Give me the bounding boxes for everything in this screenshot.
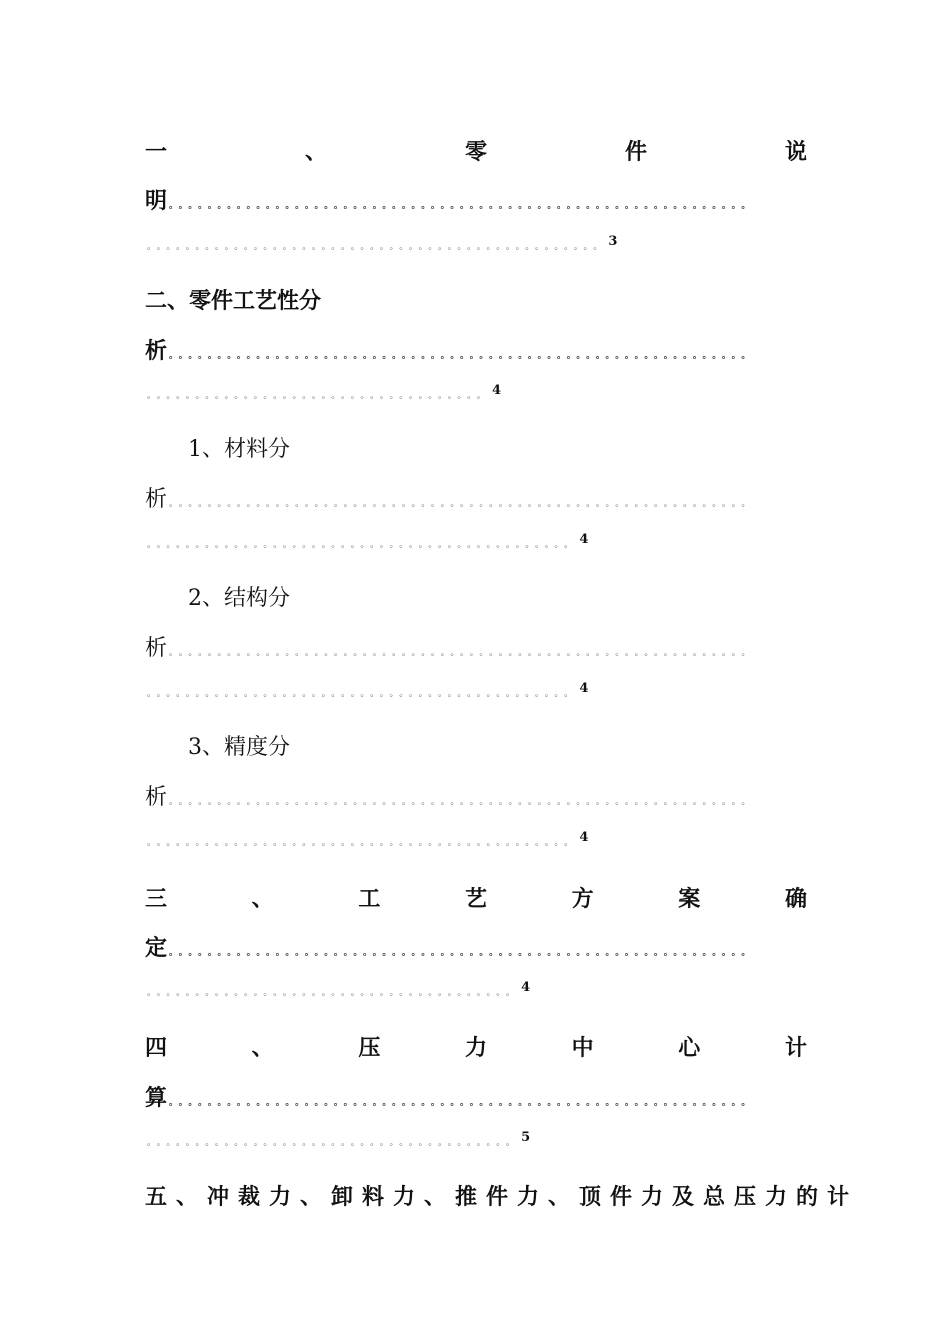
toc-leader-line — [145, 1127, 530, 1157]
toc-char: 四 — [145, 1035, 168, 1061]
toc-leader-line — [145, 783, 807, 813]
toc-subheading-2[interactable]: 2、结构分 — [188, 586, 290, 611]
toc-char: 工 — [358, 886, 381, 912]
toc-char: 确 — [784, 886, 807, 912]
leader-dots: 。。。。。。。。。。。。。。。。。。。。。。。。。。。。。。。。。。。。。。。。。。。。。。。。。。。。。。。。。。。。 — [169, 648, 756, 658]
toc-leader-line — [145, 827, 588, 857]
toc-leader-line — [145, 336, 807, 366]
leader-dots: 。。。。。。。。。。。。。。。。。。。。。。。。。。。。。。。。。。。。。。。。。。。。。。。。。。。。。。。。。。。。 — [169, 1098, 756, 1108]
toc-continuation: 算 — [145, 1085, 168, 1111]
toc-leader-line — [145, 678, 588, 708]
toc-continuation: 定 — [145, 935, 168, 961]
toc-char: 一 — [145, 139, 168, 165]
toc-continuation: 析 — [145, 785, 168, 810]
toc-char: 计 — [784, 1035, 807, 1061]
toc-leader-line — [145, 485, 807, 515]
page-number: 4 — [492, 383, 502, 398]
toc-leader-line — [145, 529, 588, 559]
toc-char: 、 — [251, 1035, 274, 1061]
toc-char: 说 — [784, 139, 807, 165]
toc-leader-line — [145, 977, 530, 1007]
toc-char: 案 — [678, 886, 701, 912]
toc-continuation: 明 — [145, 188, 168, 214]
toc-leader-line — [145, 186, 807, 216]
toc-leader-line — [145, 231, 617, 261]
leader-dots: 。。。。。。。。。。。。。。。。。。。。。。。。。。。。。。。。。。。。。。。。。。。。 — [147, 540, 579, 550]
leader-dots: 。。。。。。。。。。。。。。。。。。。。。。。。。。。。。。。。。。。。。。。。。。。。。。。。。。。。。。。。。。。。 — [169, 351, 756, 361]
toc-continuation: 析 — [145, 636, 168, 661]
toc-heading-4[interactable] — [145, 1033, 807, 1063]
toc-char: 心 — [678, 1035, 701, 1061]
toc-heading-5[interactable]: 五、冲裁力、卸料力、推件力、顶件力及总压力的计 — [145, 1184, 859, 1210]
toc-char: 压 — [358, 1035, 381, 1061]
toc-subheading-1[interactable]: 1、材料分 — [188, 437, 290, 462]
toc-char: 艺 — [464, 886, 487, 912]
toc-heading-3[interactable] — [145, 884, 807, 914]
page-number: 5 — [521, 1130, 531, 1145]
toc-heading-2[interactable]: 二、零件工艺性分 — [145, 288, 322, 314]
leader-dots: 。。。。。。。。。。。。。。。。。。。。。。。。。。。。。。。。。。。。。。。。。。。。。。。。。。。。。。。。。。。。 — [169, 201, 756, 211]
toc-char: 零 — [464, 139, 487, 165]
leader-dots: 。。。。。。。。。。。。。。。。。。。。。。。。。。。。。。。。。。。。。。。。。。。。。。。。。。。。。。。。。。。。 — [169, 499, 756, 509]
page-number: 4 — [579, 681, 589, 696]
page-number: 4 — [579, 532, 589, 547]
leader-dots: 。。。。。。。。。。。。。。。。。。。。。。。。。。。。。。。。。。。。。。。。。。。。。。。。。。。。。。。。。。。。 — [169, 948, 756, 958]
toc-continuation: 析 — [145, 487, 168, 512]
page-number: 4 — [579, 830, 589, 845]
toc-char: 方 — [571, 886, 594, 912]
toc-char: 中 — [571, 1035, 594, 1061]
toc-heading-1[interactable] — [145, 137, 807, 167]
leader-dots: 。。。。。。。。。。。。。。。。。。。。。。。。。。。。。。。。。。。。。。。。。。。。。。。。。。。。。。。。。。。。 — [169, 797, 756, 807]
toc-leader-line — [145, 634, 807, 664]
toc-continuation: 析 — [145, 338, 168, 364]
toc-char: 力 — [464, 1035, 487, 1061]
toc-char: 件 — [624, 139, 647, 165]
toc-leader-line — [145, 933, 807, 963]
toc-leader-line — [145, 1083, 807, 1113]
toc-char: 、 — [304, 139, 327, 165]
toc-char: 、 — [251, 886, 274, 912]
toc-char: 三 — [145, 886, 168, 912]
leader-dots: 。。。。。。。。。。。。。。。。。。。。。。。。。。。。。。。。。。。。。。 — [147, 988, 521, 998]
leader-dots: 。。。。。。。。。。。。。。。。。。。。。。。。。。。。。。。。。。。。。。 — [147, 1138, 521, 1148]
leader-dots: 。。。。。。。。。。。。。。。。。。。。。。。。。。。。。。。。。。。。。。。。。。。。 — [147, 689, 579, 699]
leader-dots: 。。。。。。。。。。。。。。。。。。。。。。。。。。。。。。。。。。。 — [147, 391, 492, 401]
page-number: 3 — [608, 234, 618, 249]
toc-leader-line — [145, 380, 501, 410]
leader-dots: 。。。。。。。。。。。。。。。。。。。。。。。。。。。。。。。。。。。。。。。。。。。。。。。 — [147, 242, 608, 252]
leader-dots: 。。。。。。。。。。。。。。。。。。。。。。。。。。。。。。。。。。。。。。。。。。。。 — [147, 838, 579, 848]
page-number: 4 — [521, 980, 531, 995]
toc-subheading-3[interactable]: 3、精度分 — [188, 735, 290, 760]
